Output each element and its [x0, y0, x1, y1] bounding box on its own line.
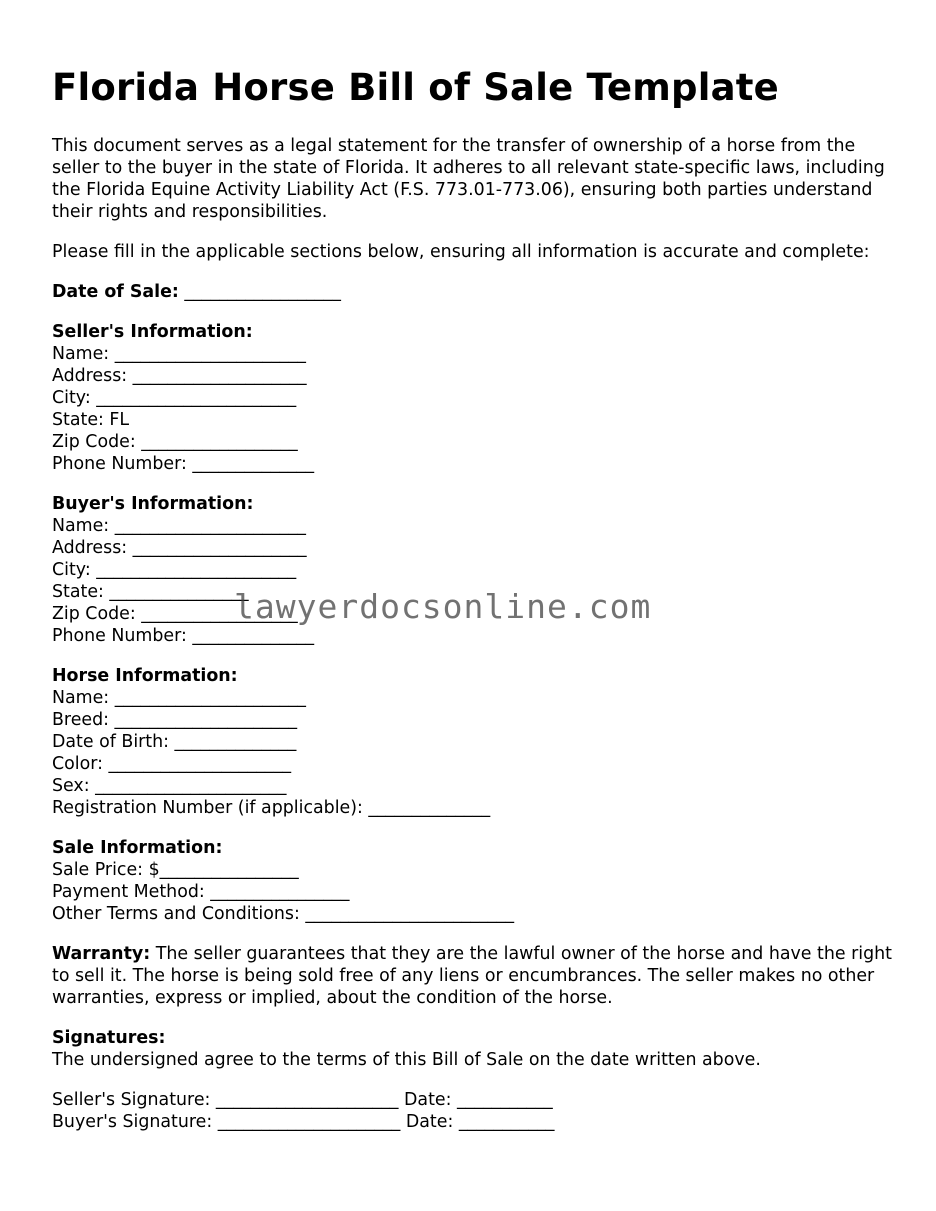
seller-city-field: City: _______________________ [52, 388, 297, 408]
signatures-section [52, 1027, 892, 1071]
sale-price-field: Sale Price: $________________ [52, 860, 299, 880]
seller-section [52, 321, 892, 475]
buyer-address-field: Address: ____________________ [52, 538, 307, 558]
seller-address-field: Address: ____________________ [52, 366, 307, 386]
instructions-paragraph: Please fill in the applicable sections below, ensuring all information is accurate and complete: [52, 242, 870, 262]
horse-registration-field: Registration Number (if applicable): ______________ [52, 798, 491, 818]
horse-breed-field: Breed: _____________________ [52, 710, 298, 730]
horse-color-field: Color: _____________________ [52, 754, 292, 774]
document-title: Florida Horse Bill of Sale Template [52, 66, 779, 109]
sale-section [52, 837, 892, 925]
watermark-text: lawyerdocsonline.com [234, 587, 652, 626]
buyer-signature-line: Buyer's Signature: _____________________ Date: ___________ [52, 1112, 555, 1132]
buyer-zip-field: Zip Code: __________________ [52, 604, 298, 624]
buyer-phone-field: Phone Number: ______________ [52, 626, 315, 646]
seller-signature-line: Seller's Signature: _____________________ Date: ___________ [52, 1090, 553, 1110]
other-terms-field: Other Terms and Conditions: ________________________ [52, 904, 515, 924]
seller-heading: Seller's Information: [52, 322, 253, 342]
buyer-state-field: State: ________________ [52, 582, 249, 602]
horse-dob-field: Date of Birth: ______________ [52, 732, 297, 752]
date-of-sale-blank: __________________ [178, 282, 341, 302]
date-of-sale-label: Date of Sale: [52, 282, 179, 302]
seller-name-field: Name: ______________________ [52, 344, 306, 364]
horse-sex-field: Sex: ______________________ [52, 776, 287, 796]
buyer-section [52, 493, 892, 647]
seller-zip-field: Zip Code: __________________ [52, 432, 298, 452]
warranty-label: Warranty: [52, 944, 151, 964]
buyer-city-field: City: _______________________ [52, 560, 297, 580]
payment-method-field: Payment Method: ________________ [52, 882, 350, 902]
buyer-name-field: Name: ______________________ [52, 516, 306, 536]
horse-heading: Horse Information: [52, 666, 238, 686]
warranty-paragraph [52, 943, 892, 1009]
signature-lines [52, 1089, 892, 1133]
signatures-heading: Signatures: [52, 1028, 166, 1048]
sale-heading: Sale Information: [52, 838, 223, 858]
horse-section [52, 665, 892, 819]
warranty-text: The seller guarantees that they are the lawful owner of the horse and have the right to sell it. The horse is being sold free of any liens or encumbrances. The seller makes no other warranties, express or implied, about the condition of the horse. [52, 944, 892, 1008]
date-of-sale-field [52, 281, 892, 303]
horse-name-field: Name: ______________________ [52, 688, 306, 708]
intro-paragraph: This document serves as a legal statement for the transfer of ownership of a horse from the seller to the buyer in the state of Florida. It adheres to all relevant state-specific laws, including the Florida Equine Activity Liability Act (F.S. 773.01-773.06), ensuring both parties understand their rights and responsibilities. [52, 136, 885, 222]
signatures-text: The undersigned agree to the terms of this Bill of Sale on the date written above. [52, 1050, 761, 1070]
seller-state-field: State: FL [52, 410, 130, 430]
buyer-heading: Buyer's Information: [52, 494, 254, 514]
document-page [52, 66, 892, 1133]
seller-phone-field: Phone Number: ______________ [52, 454, 315, 474]
